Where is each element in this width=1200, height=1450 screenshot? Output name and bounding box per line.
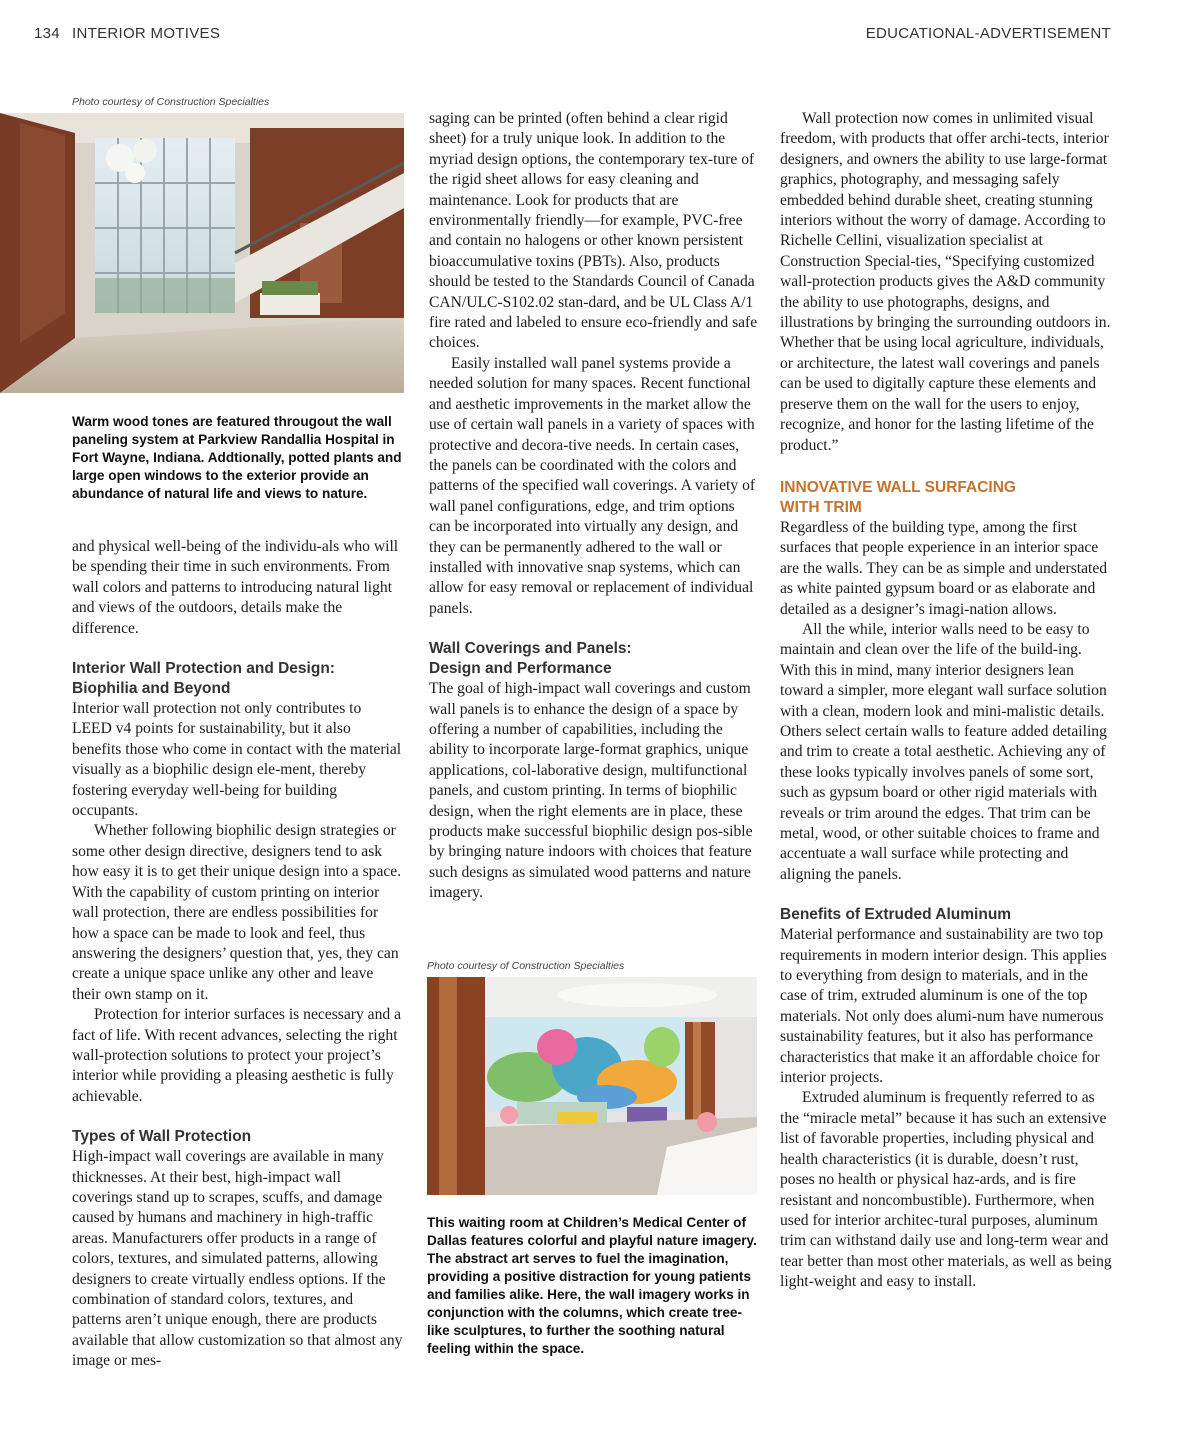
photo-credit: Photo courtesy of Construction Specialties [72, 96, 270, 108]
section-title: INTERIOR MOTIVES [72, 25, 221, 42]
paragraph: Regardless of the building type, among the first surfaces that people experience in an interior space are the walls. They can be as simple and understated as white painted gypsum board or as elaborate and detailed as a designer’s imagi-nation allows. [780, 518, 1108, 618]
paragraph: Easily installed wall panel systems provide a needed solution for many spaces. Recent functional and aesthetic improvements in the market allow the use of certain wall panels in a variety of spaces with protective and decora-tive needs. In certain cases, the panels can be coordinated with the colors and patterns of the specified wall coverings. A variety of wall panel configurations, edge, and trim options can be incorporated into virtually any design, and they can be permanently adhered to the wall or installed with innovative snap systems, which can allow for easy removal or replacement of individual panels. [429, 354, 756, 617]
paragraph: Whether following biophilic design strategies or some other design directive, designers tend to ask how easy it is to get their unique design into a space. With the capability of custom printing on interior wall protection, there are endless possibilities for how a space can be made to look and feel, thus answering the designers’ question that, yes, they can create a unique space unlike any other and leave their own stamp on it. [72, 822, 402, 1003]
photo-credit: Photo courtesy of Construction Specialties [427, 960, 625, 972]
section-heading: Wall Coverings and Panels: Design and Performance [429, 640, 632, 678]
section-heading: Interior Wall Protection and Design: Biophilia and Beyond [72, 660, 335, 698]
hospital-atrium-photo [0, 113, 404, 393]
paragraph: The goal of high-impact wall coverings and custom wall panels is to enhance the design of a space by offering a number of capabilities, including the ability to incorporate large-format graphics, unique applications, col-laborative design, multifunctional panels, and custom printing. In terms of biophilic design, when the right elements are in place, these products make successful biophilic design pos-sible by bringing nature indoors with choices that feature such designs as simulated wood patterns and nature imagery. [429, 680, 753, 902]
paragraph: Interior wall protection not only contributes to LEED v4 points for sustainability, but it also benefits those who come in contact with the material visually as a biophilic design ele-ment, thereby fostering everyday well-being for building occupants. [72, 700, 402, 820]
photo-caption: Warm wood tones are featured througout the wall paneling system at Parkview Randallia Hospital in Fort Wayne, Indiana. Addtionally, potted plants and large open windows to the exterior provide an abundance of natural life and views to nature. [72, 414, 402, 501]
paragraph: High-impact wall coverings are available in many thicknesses. At their best, high-impact wall coverings stand up to scrapes, scuffs, and damage caused by humans and machinery in high-traffic areas. Manufacturers offer products in a range of colors, textures, and simulated patterns, allowing designers to create virtually endless options. If the combination of standard colors, textures, and patterns aren’t unique enough, there are products available that allow customization so that almost any image or mes- [72, 1148, 403, 1370]
paragraph: Protection for interior surfaces is necessary and a fact of life. With recent advances, selecting the right wall-protection solutions to protect your project’s interior while providing a pleasing aesthetic is fully achievable. [72, 1006, 401, 1105]
paragraph: Wall protection now comes in unlimited visual freedom, with products that offer archi-tects, interior designers, and owners the ability to use large-format graphics, photography, and messaging safely embedded behind durable sheet, creating stunning interiors without the worry of damage. According to Richelle Cellini, visualization specialist at Construction Special-ties, “Specifying customized wall-protection products gives the A&D community the ability to use photographs, designs, and illustrations by bringing the surrounding outdoors in. Whether that be using local agriculture, individuals, or architecture, the latest wall coverings and panels can be used to digitally capture these elements and preserve them on the wall for the users to enjoy, recognize, and honor for the lasting lifetime of the product.” [780, 110, 1111, 454]
paragraph: Material performance and sustainability are two top requirements in modern interior design. This applies to everything from design to materials, and in the case of trim, extruded aluminum is one of the top materials. Not only does alumi-num have numerous sustainability features, but it also has performance characteristics that make it an affordable choice for interior projects. [780, 926, 1107, 1087]
photo-caption: This waiting room at Children’s Medical Center of Dallas features colorful and playful nature imagery. The abstract art serves to fuel the imagination, providing a positive distraction for young patients and families alike. Here, the wall imagery works in conjunction with the columns, which create tree-like sculptures, to further the soothing natural feeling within the space. [427, 1215, 757, 1356]
paragraph: saging can be printed (often behind a clear rigid sheet) for a truly unique look. In addition to the myriad design options, the contemporary tex-ture of the rigid sheet allows for easy cleaning and maintenance. Look for products that are environmentally friendly—for example, PVC-free and contain no halogens or other known persistent bioaccumulative toxins (PBTs). Also, products should be tested to the Standards Council of Canada CAN/ULC-S102.02 stan-dard, and be UL Class A/1 fire rated and labeled to ensure eco-friendly and safe choices. [429, 110, 758, 352]
section-heading: Benefits of Extruded Aluminum [780, 906, 1012, 924]
section-heading: INNOVATIVE WALL SURFACING WITH TRIM [780, 478, 1016, 516]
page-number: 134 [34, 25, 60, 42]
section-heading: Types of Wall Protection [72, 1128, 252, 1146]
article-column-3 [780, 109, 1112, 1293]
waiting-room-photo [427, 977, 757, 1195]
paragraph: All the while, interior walls need to be easy to maintain and clean over the life of the build-ing. With this in mind, many interior designers lean toward a simpler, more elegant wall surface solution with a clean, modern look and mini-malistic details. Others select certain walls to feature added detailing and trim to create a total aesthetic. Achieving any of these looks typically involves panels of some sort, such as gypsum board or other rigid materials with reveals or trim around the edges. That trim can be metal, wood, or other suitable choices to frame and accentuate a wall surface while protecting and aligning the panels. [780, 620, 1107, 883]
article-column-2 [429, 109, 759, 904]
page-label: EDUCATIONAL-ADVERTISEMENT [865, 25, 1111, 42]
paragraph: Extruded aluminum is frequently referred to as the “miracle metal” because it has such an extensive list of favorable properties, including physical and health characteristics (it is durable, doesn’t rust, poses no health or physical haz-ards, and is fire resistant and noncombustible). Furthermore, when used for interior architec-tural purposes, aluminum trim can withstand daily use and long-term wear and tear better than most other materials, as well as being light-weight and easy to install. [780, 1089, 1112, 1291]
article-column-1 [72, 537, 404, 1372]
paragraph: and physical well-being of the individu-als who will be spending their time in such environments. From wall colors and patterns to introducing natural light and views of the outdoors, details make the difference. [72, 538, 399, 637]
